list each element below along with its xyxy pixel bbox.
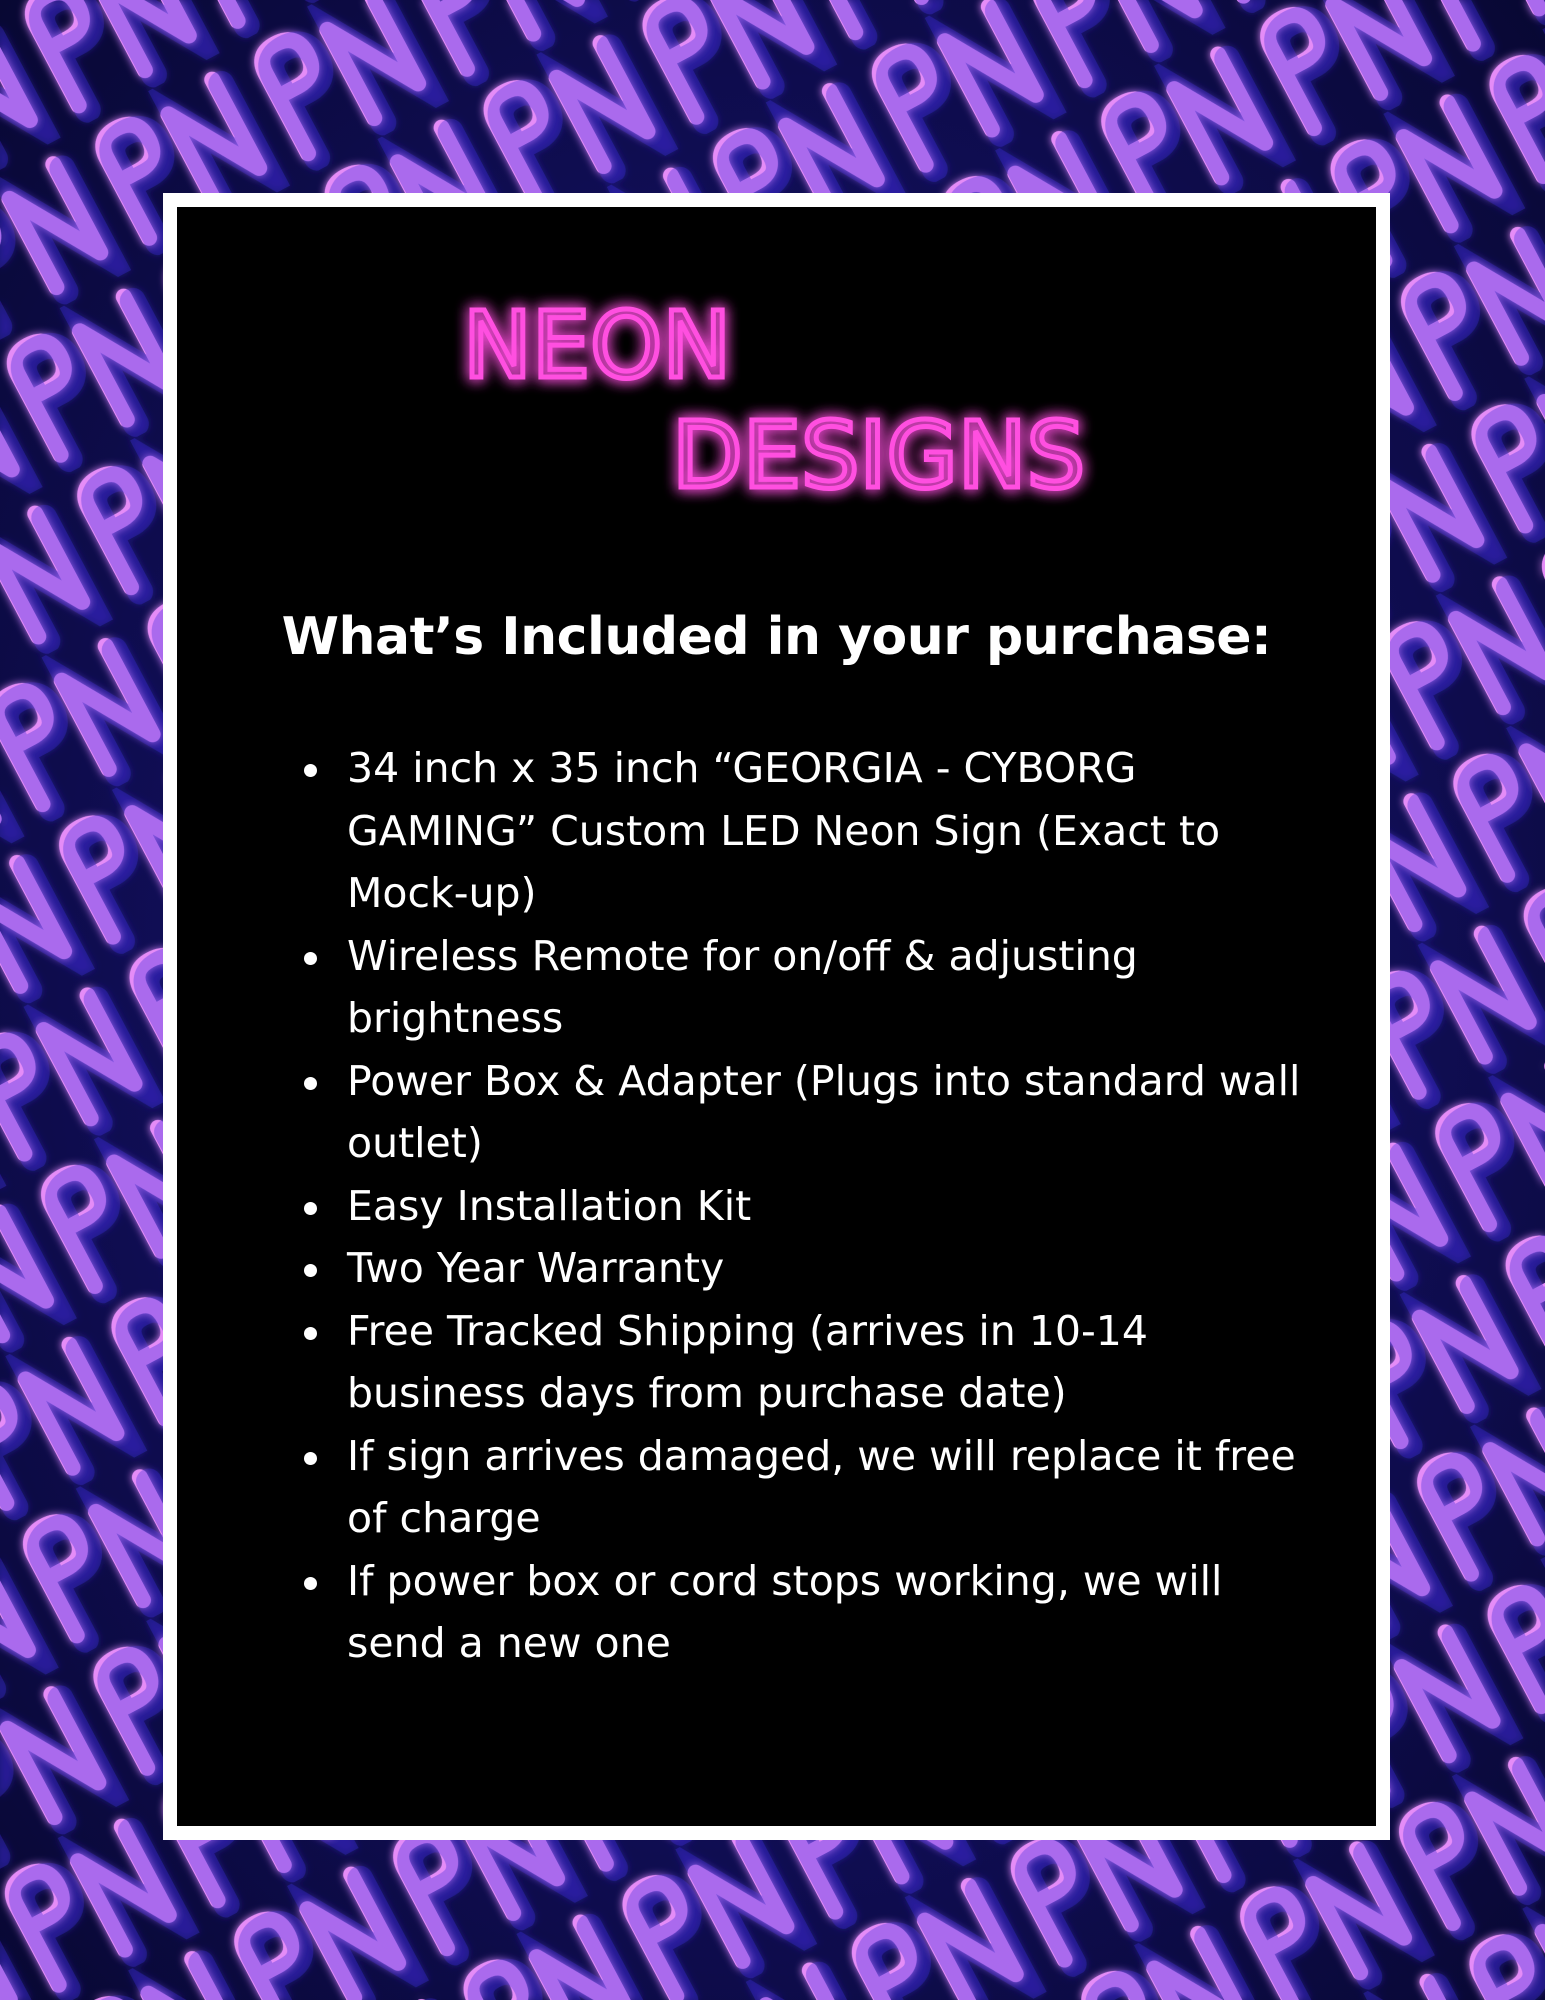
info-card-panel [177, 207, 1376, 1826]
list-item [347, 925, 1307, 1050]
list-item [347, 1550, 1307, 1675]
bullet-dot-icon [304, 1202, 317, 1215]
info-card [163, 193, 1390, 1840]
bullet-dot-icon [304, 1077, 317, 1090]
logo-word-neon: NEON [463, 292, 732, 399]
bullet-dot-icon [304, 1577, 317, 1590]
list-item-text: Two Year Warranty [347, 1244, 725, 1292]
neon-designs-logo [177, 207, 1376, 537]
bullet-dot-icon [304, 952, 317, 965]
included-items-list [347, 737, 1307, 1675]
bullet-dot-icon [304, 1264, 317, 1277]
list-item [347, 1175, 1307, 1238]
list-item [347, 1300, 1307, 1425]
bullet-dot-icon [304, 1327, 317, 1340]
list-item-text: Wireless Remote for on/off & adjusting brightness [347, 931, 1138, 1042]
list-item-text: If power box or cord stops working, we will send a new one [347, 1556, 1223, 1667]
list-item [347, 1237, 1307, 1300]
list-item-text: Easy Installation Kit [347, 1181, 752, 1230]
list-item-text: Free Tracked Shipping (arrives in 10-14 business days from purchase date) [347, 1306, 1148, 1417]
list-item [347, 1050, 1307, 1175]
list-item-text: Power Box & Adapter (Plugs into standard wall outlet) [347, 1056, 1301, 1167]
list-item [347, 737, 1307, 925]
bullet-dot-icon [304, 1452, 317, 1465]
bullet-dot-icon [304, 764, 317, 777]
list-item-text: If sign arrives damaged, we will replace it free of charge [347, 1431, 1296, 1542]
page-title: What’s Included in your purchase: [281, 607, 1272, 667]
logo-word-designs: DESIGNS [672, 402, 1086, 509]
list-item [347, 1425, 1307, 1550]
list-item-text: 34 inch x 35 inch “GEORGIA - CYBORG GAMING” Custom LED Neon Sign (Exact to Mock-up) [347, 744, 1221, 917]
